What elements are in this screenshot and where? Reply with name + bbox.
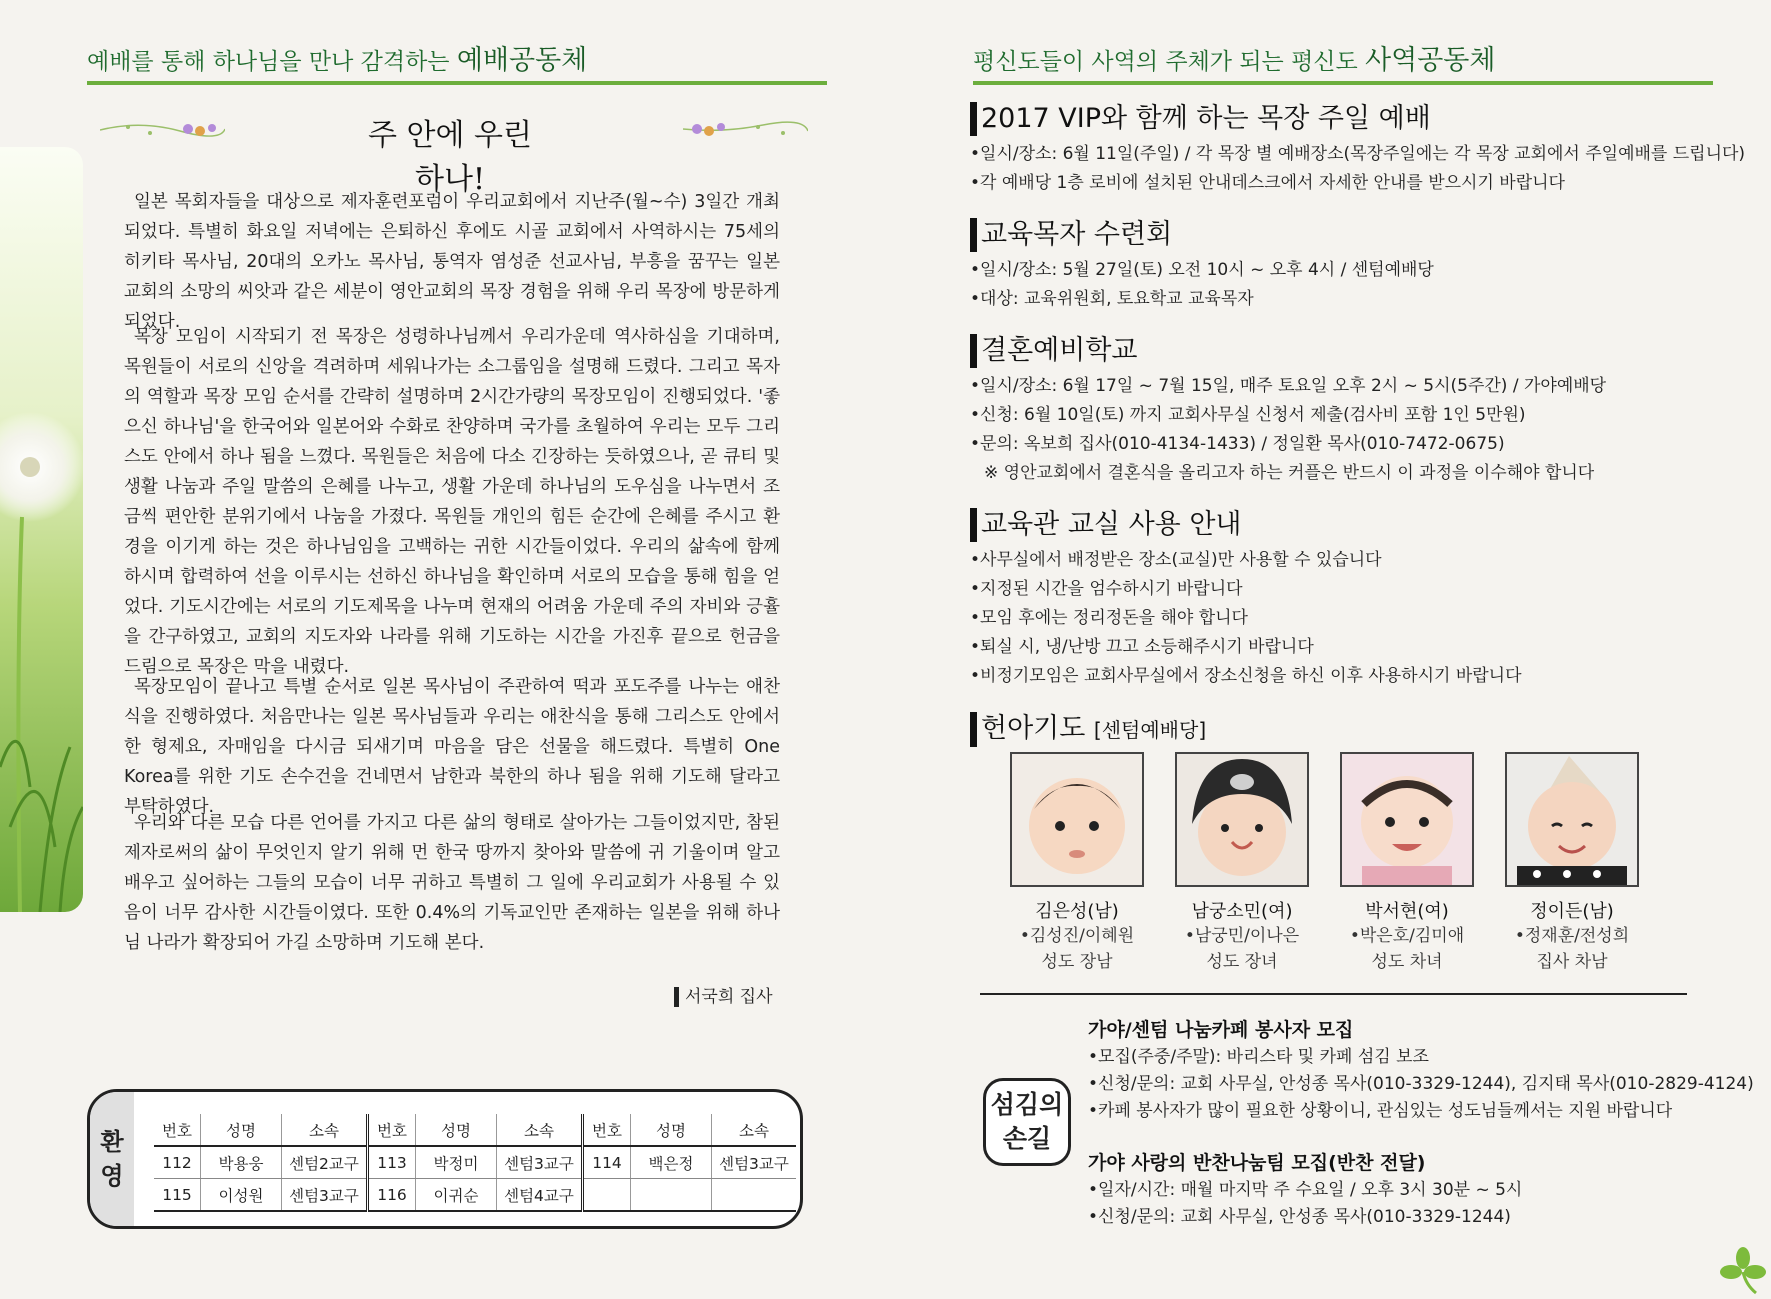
wedding-school-section bbox=[970, 334, 1606, 488]
classroom-guide-section bbox=[970, 508, 1522, 691]
baby-name: 박서현(여) bbox=[1365, 901, 1449, 922]
list-item: •일시/장소: 6월 11일(주일) / 각 목장 별 예배장소(목장주일에는 각 목장 교회에서 주일예배를 드립니다) bbox=[970, 144, 1746, 164]
article-paragraph-1: 일본 목회자들을 대상으로 제자훈련포럼이 우리교회에서 지난주(월~수) 3일간 개최 되었다. 특별히 화요일 저녁에는 은퇴하신 후에도 시골 교회에서 사역하시는 75세의 히키타 목사님, 20대의 오카노 목사님, 통역자 염성준 선교사님, 부흥을 꿈꾸는 일본 교회의 소망의 씨앗과 같은 세분이 영안교회의 목장 경험을 위해 우리 목장에 방문하게 되었다. bbox=[124, 192, 780, 332]
table-row: 112 박용웅 센텀2교구 113 박정미 센텀3교구 114 백은정 센텀3교구 bbox=[154, 1146, 796, 1179]
right-header-text: 평신도들이 사역의 주체가 되는 평신도 bbox=[973, 49, 1366, 75]
welcome-label: 환 영 bbox=[90, 1092, 134, 1226]
list-item: •신청: 6월 10일(토) 까지 교회사무실 신청서 제출(검사비 포함 1인 5만원) bbox=[970, 405, 1526, 425]
list-item: •지정된 시간을 엄수하시기 바랍니다 bbox=[970, 579, 1243, 599]
list-item: •비정기모임은 교회사무실에서 장소신청을 하신 이후 사용하시기 바랍니다 bbox=[970, 666, 1522, 686]
baby-parents: •박은호/김미애 bbox=[1349, 926, 1465, 946]
list-item: •사무실에서 배정받은 장소(교실)만 사용할 수 있습니다 bbox=[970, 550, 1382, 570]
list-item: •각 예배당 1층 로비에 설치된 안내데스크에서 자세한 안내를 받으시기 바랍니다 bbox=[970, 173, 1565, 193]
wedding-school-title: 결혼예비학교 bbox=[970, 334, 1606, 368]
baby-parents: •남궁민/이나은 bbox=[1184, 926, 1300, 946]
baby-relation: 성도 차녀 bbox=[1371, 952, 1443, 972]
article-paragraph-4: 우리와 다른 모습 다른 언어를 가지고 다른 삶의 형태로 살아가는 그들이었지만, 참된 제자로써의 삶이 무엇인지 알기 위해 먼 한국 땅까지 찾아와 말씀에 귀 기울이며 알고 배우고 싶어하는 그들의 모습이 너무 귀하고 특별히 그 일에 우리교회가 사용될 수 있음이 너무 감사한 시간들이였다. 또한 0.4%의 기독교인만 존재하는 일본을 위해 하나님 나라가 확장되어 가길 소망하며 기도해 본다. bbox=[124, 813, 780, 953]
vip-worship-title: 2017 VIP와 함께 하는 목장 주일 예배 bbox=[970, 102, 1745, 136]
classroom-guide-title: 교육관 교실 사용 안내 bbox=[970, 508, 1522, 542]
table-header-row: 번호 성명 소속 번호 성명 소속 번호 성명 소속 bbox=[154, 1114, 796, 1146]
baby-card bbox=[1175, 752, 1309, 975]
list-item: •신청/문의: 교회 사무실, 안성종 목사(010-3329-1244), 김지태 목사(010-2829-4124) bbox=[1088, 1074, 1754, 1094]
clover-icon bbox=[1718, 1245, 1768, 1295]
table-row: 115 이성원 센텀3교구 116 이귀순 센텀4교구 bbox=[154, 1179, 796, 1212]
baby-relation: 집사 차남 bbox=[1536, 952, 1608, 972]
baby-parents: •김성진/이혜원 bbox=[1019, 926, 1135, 946]
welcome-table bbox=[154, 1114, 796, 1212]
baby-name: 정이든(남) bbox=[1530, 901, 1614, 922]
dedication-section bbox=[970, 712, 1206, 751]
list-item: •신청/문의: 교회 사무실, 안성종 목사(010-3329-1244) bbox=[1088, 1207, 1511, 1227]
list-item: •카페 봉사자가 많이 필요한 상황이니, 관심있는 성도님들께서는 지원 바랍니다 bbox=[1088, 1101, 1673, 1121]
left-header-text: 예배를 통해 하나님을 만나 감격하는 bbox=[87, 49, 457, 75]
article-title: 주 안에 우린 하나! bbox=[368, 118, 532, 197]
baby-photo bbox=[1175, 752, 1309, 887]
list-item: •일시/장소: 5월 27일(토) 오전 10시 ~ 오후 4시 / 센텀예배당 bbox=[970, 260, 1434, 280]
left-section-header bbox=[87, 45, 827, 85]
list-item: •퇴실 시, 냉/난방 끄고 소등해주시기 바랍니다 bbox=[970, 637, 1314, 657]
article-author: 서국희 집사 bbox=[674, 987, 773, 1007]
edu-retreat-section bbox=[970, 218, 1434, 314]
baby-card bbox=[1010, 752, 1144, 975]
article-paragraph-2: 목장 모임이 시작되기 전 목장은 성령하나님께서 우리가운데 역사하심을 기대하며, 목원들이 서로의 신앙을 격려하며 세워나가는 소그룹임을 설명해 드렸다. 그리고 목자의 역할과 목장 모임 순서를 간략히 설명하며 2시간가량의 목장모임이 진행되었다. '좋으신 하나님'을 한국어와 일본어와 수화로 찬양하며 국가를 초월하여 우리는 모두 그리스도 안에서 하나 됨을 느꼈다. 목원들은 처음에 다소 긴장하는 듯하였으나, 곧 큐티 및 생활 나눔과 주일 말씀의 은혜를 나누고, 생활 가운데 하나님의 도우심을 나누면서 조금씩 편안한 분위기에서 나눔을 가졌다. 목원들 개인의 힘든 순간에 은혜를 주시고 환경을 이기게 하는 것은 하나님임을 고백하는 귀한 시간들이었다. 우리의 삶속에 함께 하시며 합력하여 선을 이루시는 선하신 하나님을 확인하며 서로의 모습을 통해 힘을 얻었다. 기도시간에는 서로의 기도제목을 나누며 현재의 어려움 가운데 주의 자비와 긍휼을 간구하였고, 교회의 지도자와 나라를 위해 기도하는 시간을 가진후 끝으로 헌금을 드림으로 목장은 막을 내렸다. bbox=[124, 327, 780, 677]
flower-vine-right-icon bbox=[683, 115, 808, 145]
vip-worship-section bbox=[970, 102, 1745, 198]
sidedish-team-title: 가야 사랑의 반찬나눔팀 모집(반찬 전달) bbox=[1088, 1152, 1426, 1174]
baby-name: 김은성(남) bbox=[1035, 901, 1119, 922]
cafe-volunteer-section bbox=[1088, 1016, 1754, 1125]
baby-relation: 성도 장남 bbox=[1041, 952, 1113, 972]
baby-name: 남궁소민(여) bbox=[1191, 901, 1293, 922]
baby-card bbox=[1505, 752, 1639, 975]
baby-photo bbox=[1010, 752, 1144, 887]
list-item: •모집(주중/주말): 바리스타 및 카페 섬김 보조 bbox=[1088, 1047, 1429, 1067]
dedication-location: [센텀예배당] bbox=[1093, 718, 1207, 742]
list-item: •대상: 교육위원회, 토요학교 교육목자 bbox=[970, 289, 1254, 309]
cafe-volunteer-title: 가야/센텀 나눔카페 봉사자 모집 bbox=[1088, 1019, 1354, 1041]
list-item: •일자/시간: 매월 마지막 주 수요일 / 오후 3시 30분 ~ 5시 bbox=[1088, 1180, 1523, 1200]
baby-photo bbox=[1505, 752, 1639, 887]
edu-retreat-title: 교육목자 수련회 bbox=[970, 218, 1434, 252]
divider bbox=[980, 993, 1687, 995]
list-item: •일시/장소: 6월 17일 ~ 7월 15일, 매주 토요일 오후 2시 ~ 5시(5주간) / 가야예배당 bbox=[970, 376, 1607, 396]
dedication-title: 헌아기도 [센텀예배당] bbox=[970, 712, 1206, 747]
list-item: •문의: 옥보희 집사(010-4134-1433) / 정일환 목사(010-7472-0675) bbox=[970, 434, 1505, 454]
serving-hands-badge: 섬김의 손길 bbox=[983, 1078, 1071, 1166]
sidedish-team-section bbox=[1088, 1149, 1522, 1231]
right-section-header bbox=[973, 45, 1713, 85]
baby-parents: •정재훈/전성희 bbox=[1514, 926, 1630, 946]
welcome-newcomers-box bbox=[87, 1089, 803, 1229]
list-item: •모임 후에는 정리정돈을 해야 합니다 bbox=[970, 608, 1248, 628]
baby-photo bbox=[1340, 752, 1474, 887]
baby-card bbox=[1340, 752, 1474, 975]
flower-vine-left-icon bbox=[100, 115, 225, 145]
wedding-note: ※ 영안교회에서 결혼식을 올리고자 하는 커플은 반드시 이 과정을 이수해야 합니다 bbox=[984, 463, 1595, 483]
article-paragraph-3: 목장모임이 끝나고 특별 순서로 일본 목사님이 주관하여 떡과 포도주를 나누는 애찬식을 진행하였다. 처음만나는 일본 목사님들과 우리는 애찬식을 통해 그리스도 안에서 한 형제요, 자매임을 다시금 되새기며 마음을 담은 선물을 해드렸다. 특별히 One Korea를 위한 기도 손수건을 건네면서 남한과 북한의 하나 됨을 위해 기도해 달라고 부탁하였다. bbox=[124, 677, 780, 817]
right-header-emphasis: 사역공동체 bbox=[1365, 45, 1496, 76]
baby-relation: 성도 장녀 bbox=[1206, 952, 1278, 972]
left-header-emphasis: 예배공동체 bbox=[456, 45, 588, 76]
dandelion-photo bbox=[0, 147, 83, 912]
